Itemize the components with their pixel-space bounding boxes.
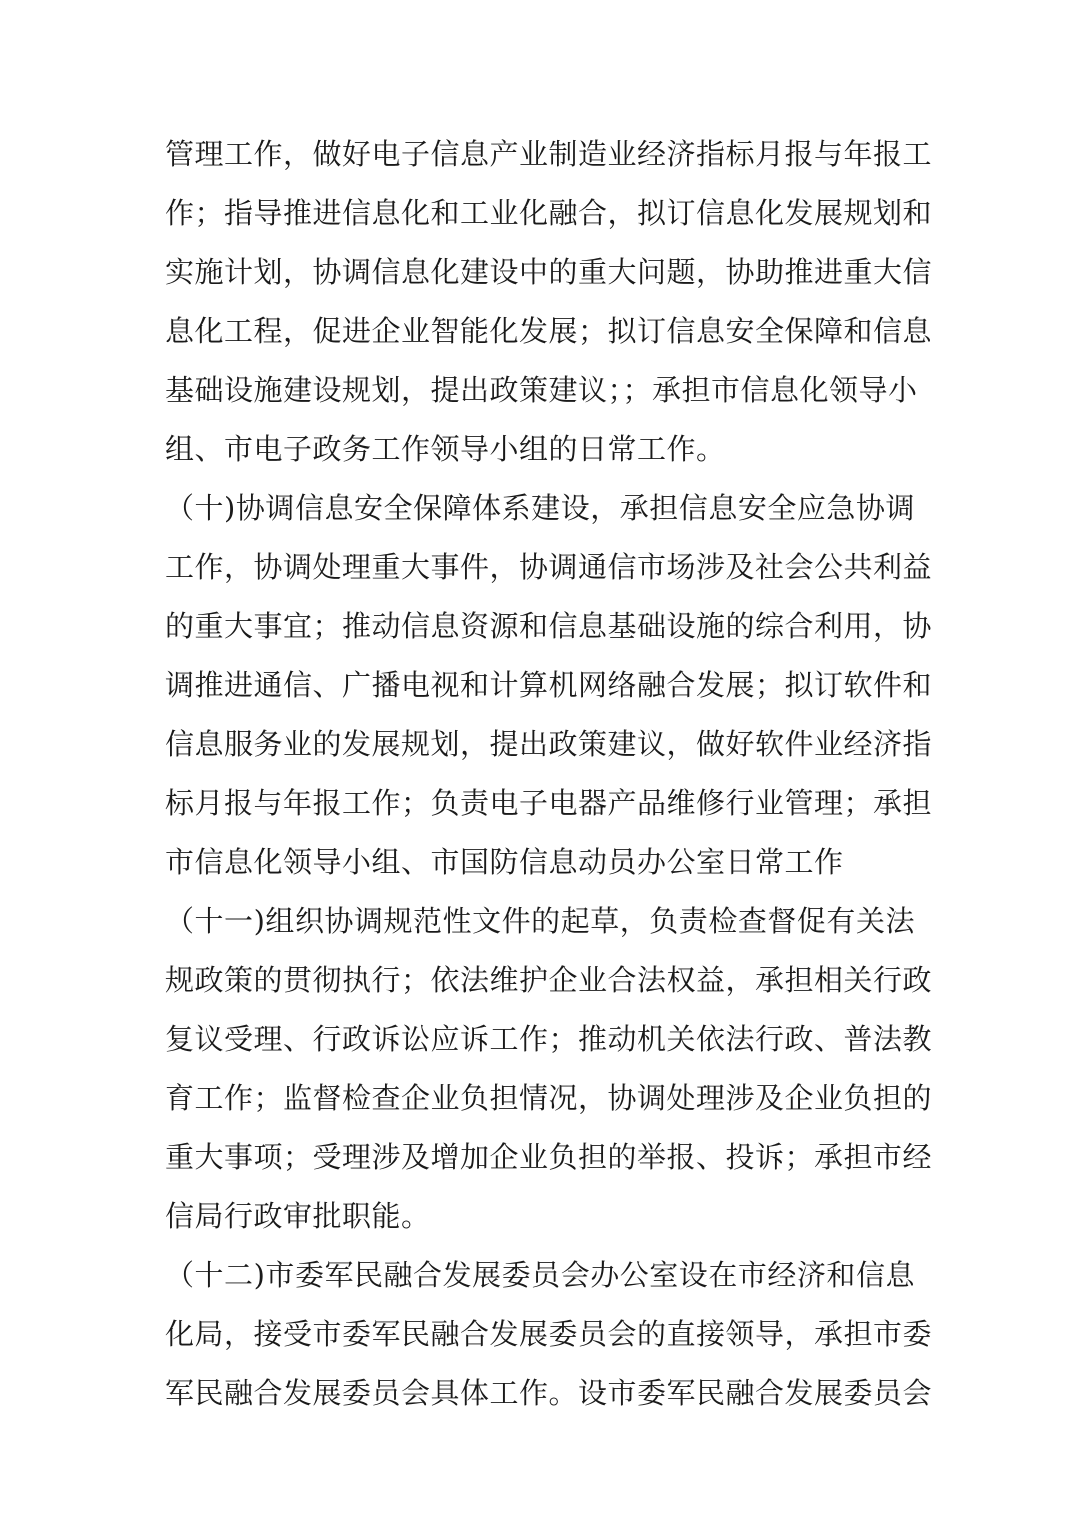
- paragraph-4: [165, 1246, 933, 1423]
- text-line: （十二)市委军民融合发展委员会办公室设在市经济和信息: [165, 1258, 915, 1292]
- text-line: 复议受理、行政诉讼应诉工作；推动机关依法行政、普法教: [165, 1022, 933, 1056]
- text-line: 工作，协调处理重大事件，协调通信市场涉及社会公共利益: [165, 550, 933, 584]
- text-line: 基础设施建设规划，提出政策建议；；承担市信息化领导小: [165, 373, 918, 407]
- text-line: 军民融合发展委员会具体工作。设市委军民融合发展委员会: [165, 1376, 933, 1410]
- text-line: 标月报与年报工作；负责电子电器产品维修行业管理；承担: [165, 786, 933, 820]
- document-body: [165, 125, 933, 1423]
- text-line: 重大事项；受理涉及增加企业负担的举报、投诉；承担市经: [165, 1140, 933, 1174]
- text-line: 的重大事宜；推动信息资源和信息基础设施的综合利用，协: [165, 609, 933, 643]
- text-line: 息化工程，促进企业智能化发展；拟订信息安全保障和信息: [165, 314, 933, 348]
- text-line: 调推进通信、广播电视和计算机网络融合发展；拟订软件和: [165, 668, 933, 702]
- text-line: 育工作；监督检查企业负担情况，协调处理涉及企业负担的: [165, 1081, 933, 1115]
- paragraph-2: [165, 479, 933, 892]
- text-line: 规政策的贯彻执行；依法维护企业合法权益，承担相关行政: [165, 963, 933, 997]
- text-line: （十一)组织协调规范性文件的起草，负责检查督促有关法: [165, 904, 915, 938]
- text-line: 市信息化领导小组、市国防信息动员办公室日常工作: [165, 845, 844, 879]
- text-line: 组、市电子政务工作领导小组的日常工作。: [165, 432, 726, 466]
- paragraph-1: [165, 125, 933, 479]
- text-line: 作；指导推进信息化和工业化融合，拟订信息化发展规划和: [165, 196, 933, 230]
- paragraph-3: [165, 892, 933, 1246]
- text-line: 管理工作，做好电子信息产业制造业经济指标月报与年报工: [165, 137, 933, 171]
- text-line: 信息服务业的发展规划，提出政策建议，做好软件业经济指: [165, 727, 933, 761]
- text-line: 化局，接受市委军民融合发展委员会的直接领导，承担市委: [165, 1317, 933, 1351]
- text-line: 信局行政审批职能。: [165, 1199, 431, 1233]
- text-line: （十)协调信息安全保障体系建设，承担信息安全应急协调: [165, 491, 915, 525]
- text-line: 实施计划，协调信息化建设中的重大问题，协助推进重大信: [165, 255, 933, 289]
